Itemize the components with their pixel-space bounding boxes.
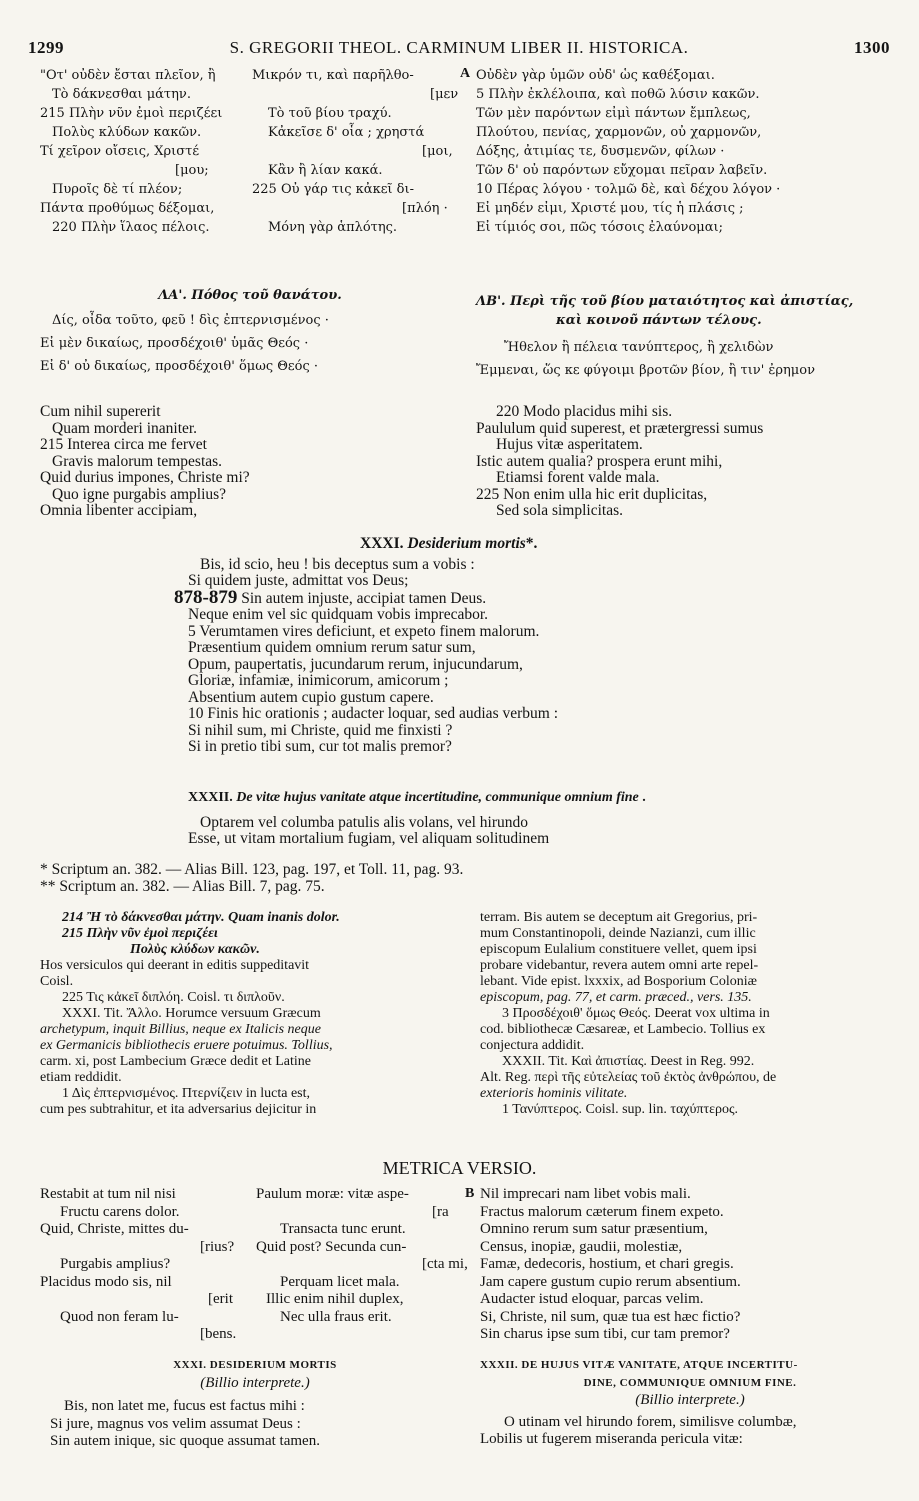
verse-line: Ἔμμεναι, ὥς κε φύγοιμι βροτῶν βίον, ἢ τιν' ἐρημον <box>476 363 815 378</box>
poem-title: ΛΒ'. Περὶ τῆς τοῦ βίου ματαιότητος καὶ ἀπιστίας, <box>476 294 854 309</box>
poem-title: XXXII. De vitæ hujus vanitate atque incertitudine, communique omnium fine . <box>188 790 646 805</box>
verse-line: Sin autem injuste, accipiat tamen Deus. <box>241 589 487 607</box>
verse-line: Purgabis amplius? <box>60 1256 171 1272</box>
verse-line: Τὸ τοῦ βίου τραχύ. <box>268 106 392 121</box>
verse-line: Nil imprecari nam libet vobis mali. <box>480 1186 691 1202</box>
notes-right <box>480 910 900 1118</box>
poem-title-text: De vitæ hujus vanitate atque incertitudine, communique omnium fine <box>236 790 639 805</box>
note-line: etiam reddidit. <box>40 1070 122 1085</box>
verse-line: Neque enim vel sic quidquam vobis imprecabor. <box>188 606 489 623</box>
latin-column-left <box>40 404 460 520</box>
poem-number: XXXII. <box>188 790 233 805</box>
verse-line: Bis, non latet me, fucus est factus mihi : <box>64 1398 305 1414</box>
note-line: episcopum Eulalium constituere vellet, quem ipsi <box>480 942 757 957</box>
verse-line: Optarem vel columba patulis alis volans, vel hirundo <box>200 813 529 831</box>
verse-line: Quid, Christe, mittes du- <box>40 1221 189 1237</box>
verse-line: Τῶν μὲν παρόντων εἰμὶ πάντων ἔμπλεως, <box>476 106 751 121</box>
verse-line: Hujus vitæ asperitatem. <box>496 436 643 453</box>
verse-line: Εἰ μὲν δικαίως, προσδέχοιθ' ὑμᾶς Θεός · <box>40 336 309 351</box>
verse-line: Bis, id scio, heu ! bis deceptus sum a vobis : <box>200 555 475 573</box>
note-line: probare videbantur, revera autem omni arte repel- <box>480 958 759 973</box>
verse-line: Quid post? Secunda cun- <box>256 1238 407 1255</box>
notes-left <box>40 910 470 1118</box>
verse-line: 215 Πλὴν νῦν ἐμοὶ περιζέει <box>40 106 223 121</box>
verse-line: O utinam vel hirundo forem, similisve columbæ, <box>504 1413 797 1430</box>
poem-subtitle: (Billio interprete.) <box>635 1392 745 1408</box>
verse-line: Si quidem juste, admittat vos Deus; <box>188 572 409 589</box>
latin-column-right <box>476 404 896 520</box>
verse-line: 10 Finis hic orationis ; audacter loquar, sed audias verbum : <box>188 705 559 722</box>
verse-line: Cum nihil supererit <box>40 403 161 420</box>
footnotes <box>40 862 900 895</box>
verse-line: Esse, ut vitam mortalium fugiam, vel aliquam solitudinem <box>188 830 550 847</box>
verse-line: Δόξης, ἀτιμίας τε, δυσμενῶν, φίλων · <box>476 144 725 159</box>
verse-line: Τί χεῖρον οἴσεις, Χριστέ <box>40 144 200 159</box>
verse-line: Ἤθελον ἢ πέλεια τανύπτερος, ἢ χελιδὼν <box>504 340 774 355</box>
note-line: archetypum, inquit Billius, neque ex Italicis neque <box>40 1022 321 1037</box>
note-line: cum pes subtrahitur, et ita adversarius dejicitur in <box>40 1102 317 1117</box>
verse-line: Opum, paupertatis, jucundarum rerum, injucundarum, <box>188 655 523 673</box>
metrica-column-3 <box>480 1186 900 1344</box>
verse-line: [πλόη · <box>402 201 448 216</box>
note-line: 3 Προσδέχοιθ' ὅμως Θεός. Deerat vox ultima in <box>502 1006 770 1021</box>
note-line: XXXII. Tit. Καὶ ἀπιστίας. Deest in Reg. 992. <box>502 1054 755 1069</box>
poem-title: ΛΑ'. Πόθος τοῦ θανάτου. <box>158 288 342 303</box>
note-line: XXXI. Tit. Ἄλλο. Horumce versuum Græcum <box>62 1006 321 1021</box>
verse-line: Paulum moræ: vitæ aspe- <box>256 1186 409 1202</box>
note-line: exterioris hominis vilitate. <box>480 1086 628 1101</box>
verse-line: Κἂν ἢ λίαν κακά. <box>268 163 383 178</box>
verse-line: [μοι, <box>422 144 453 159</box>
verse-line: Δίς, οἶδα τοῦτο, φεῦ ! δὶς ἐπτερνισμένος · <box>52 313 329 328</box>
note-line: carm. xi, post Lambecium Græce dedit et Latine <box>40 1054 311 1069</box>
verse-line: [μεν <box>430 87 459 102</box>
verse-line: Sin charus ipse sum tibi, cur tam premor? <box>480 1326 730 1342</box>
note-line: conjectura addidit. <box>480 1038 585 1053</box>
greek-column-3 <box>476 66 896 237</box>
verse-line: [cta mi, <box>422 1256 468 1272</box>
verse-line: Omnino rerum sum satur præsentium, <box>480 1221 708 1237</box>
note-line: lebant. Vide epist. lxxxix, ad Bosporium Coloniæ <box>480 974 757 989</box>
verse-line: 225 Οὐ γάρ τις κἀκεῖ δι- <box>252 182 414 197</box>
greek-poem-31 <box>40 286 460 376</box>
footnote: * Scriptum an. 382. — Alias Bill. 123, pag. 197, et Toll. 11, pag. 93. <box>40 861 464 878</box>
running-header <box>28 38 890 58</box>
poem-title-continued: καὶ κοινοῦ πάντων τέλους. <box>556 313 762 328</box>
verse-line: Famæ, dedecoris, hostium, et chari gregis. <box>480 1256 734 1272</box>
verse-line: Placidus modo sis, nil <box>40 1273 172 1290</box>
greek-column-2 <box>252 66 462 237</box>
note-line: 1 Δὶς ἐπτερνισμένος. Πτερνίζειν in lucta est, <box>62 1086 311 1101</box>
verse-line: Absentium autem cupio gustum capere. <box>188 688 434 706</box>
verse-line: Fractus malorum cæterum finem expeto. <box>480 1203 724 1220</box>
verse-line: Census, inopiæ, gaudii, molestiæ, <box>480 1238 683 1255</box>
poem-number: XXXI. <box>360 535 404 552</box>
note-line: Coisl. <box>40 974 74 989</box>
poem-title: XXXII. DE HUJUS VITÆ VANITATE, ATQUE INCERTITU- <box>480 1359 798 1371</box>
verse-line: Etiamsi forent valde mala. <box>496 469 660 486</box>
verse-line: Εἰ δ' οὐ δικαίως, προσδέχοιθ' ὅμως Θεός · <box>40 359 319 374</box>
verse-line: Εἰ τίμιός σοι, πῶς τόσοις ἐλαύνομαι; <box>476 220 723 235</box>
latin-poem-32 <box>40 790 900 848</box>
verse-line: Illic enim nihil duplex, <box>266 1291 404 1307</box>
greek-poem-32 <box>476 292 896 380</box>
note-line: cod. bibliothecæ Cæsareæ, et Lambecio. Tollius ex <box>480 1022 766 1037</box>
verse-line: Restabit at tum nil nisi <box>40 1186 176 1202</box>
column-marker-a: A <box>460 66 471 81</box>
verse-line: [rius? <box>200 1238 235 1255</box>
verse-line: Quod non feram lu- <box>60 1308 179 1325</box>
verse-line: 220 Modo placidus mihi sis. <box>496 403 673 420</box>
verse-line: Κἀκεῖσε δ' οἷα ; χρηστά <box>268 125 425 140</box>
metrica-poem-32 <box>480 1357 900 1449</box>
verse-line: Πλούτου, πενίας, χαρμονῶν, οὐ χαρμονῶν, <box>476 125 762 140</box>
poem-title: XXXI. Desiderium mortis*. <box>360 535 538 552</box>
verse-line: [μου; <box>175 163 209 178</box>
verse-line: Εἰ μηδέν εἰμι, Χριστέ μου, τίς ἡ πλάσις ; <box>476 201 744 216</box>
verse-line: 5 Πλὴν ἐκλέλοιπα, καὶ ποθῶ λύσιν κακῶν. <box>476 87 760 102</box>
verse-line: 220 Πλὴν ἵλαος πέλοις. <box>52 220 210 235</box>
column-marker-b: B <box>465 1186 475 1201</box>
note-line: Alt. Reg. περὶ τῆς εὐτελείας τοῦ ἐκτὸς ἀνθρώπου, de <box>480 1070 777 1085</box>
note-line: Hos versiculos qui deerant in editis suppeditavit <box>40 958 310 973</box>
verse-line: Quam morderi inaniter. <box>52 419 198 437</box>
note-line: ex Germanicis bibliothecis eruere potuimus. Tollius, <box>40 1038 333 1053</box>
verse-line: 225 Non enim ulla hic erit duplicitas, <box>476 485 708 503</box>
page-number-left: 1299 <box>28 38 64 57</box>
verse-line: Lobilis ut fugerem miseranda pericula vitæ: <box>480 1431 743 1447</box>
metrica-column-1 <box>40 1186 252 1344</box>
metrica-column-2 <box>256 1186 466 1326</box>
greek-column-1 <box>40 66 250 237</box>
verse-line: Omnia libenter accipiam, <box>40 502 198 519</box>
verse-line: Jam capere gustum cupio rerum absentium. <box>480 1273 741 1290</box>
verse-line: Si in pretio tibi sum, cur tot malis premor? <box>188 738 452 755</box>
column-marker: 878-879 <box>174 586 238 608</box>
poem-title-text: Desiderium mortis <box>407 535 526 552</box>
verse-line: Transacta tunc erunt. <box>280 1221 406 1237</box>
page-number-right: 1300 <box>854 38 890 57</box>
verse-line: "Οτ' οὐδὲν ἔσται πλεῖον, ἢ <box>40 68 216 83</box>
verse-line: 10 Πέρας λόγου · τολμῶ δὲ, καὶ δέχου λόγον · <box>476 182 781 197</box>
verse-line: 5 Verumtamen vires deficiunt, et expeto finem malorum. <box>188 622 540 640</box>
verse-line: Audacter istud eloquar, parcas velim. <box>480 1291 704 1307</box>
verse-line: [ra <box>432 1203 449 1220</box>
note-line: mum Constantinopoli, deinde Nazianzi, cum illic <box>480 926 756 941</box>
verse-line-with-marker <box>40 586 900 608</box>
verse-line: Nec ulla fraus erit. <box>280 1308 392 1325</box>
section-heading: METRICA VERSIO. <box>382 1158 537 1178</box>
note-line: 1 Τανύπτερος. Coisl. sup. lin. ταχύπτερος. <box>502 1102 739 1117</box>
note-line: 215 Πλὴν νῦν ἐμοὶ περιζέει <box>62 926 218 941</box>
verse-line: [erit <box>208 1291 233 1307</box>
verse-line: Fructu carens dolor. <box>60 1203 180 1220</box>
note-line: episcopum, pag. 77, et carm. præced., vers. 135. <box>480 990 752 1005</box>
note-line: Πολὺς κλύδων κακῶν. <box>130 942 260 957</box>
latin-poem-31 <box>40 536 900 756</box>
poem-title-continued: DINE, COMMUNIQUE OMNIUM FINE. <box>583 1376 797 1389</box>
verse-line: Πυροῖς δὲ τί πλέον; <box>52 182 183 197</box>
verse-line: 215 Interea circa me fervet <box>40 436 207 453</box>
verse-line: Τῶν δ' οὐ παρόντων εὔχομαι πεῖραν λαβεῖν. <box>476 163 768 178</box>
verse-line: Τὸ δάκνεσθαι μάτην. <box>52 87 191 102</box>
verse-line: Sin autem inique, sic quoque assumat tamen. <box>50 1433 320 1449</box>
verse-line: Quo igne purgabis amplius? <box>52 485 227 503</box>
note-line: 225 Τις κἀκεῖ διπλόη. Coisl. τι διπλοῦν. <box>62 990 285 1005</box>
verse-line: Gloriæ, infamiæ, inimicorum, amicorum ; <box>188 672 449 689</box>
verse-line: Gravis malorum tempestas. <box>52 452 223 470</box>
poem-subtitle: (Billio interprete.) <box>200 1374 310 1391</box>
verse-line: Istic autem qualia? prospera erunt mihi, <box>476 452 723 470</box>
verse-line: Paululum quid superest, et prætergressi sumus <box>476 419 764 437</box>
verse-line: Οὐδὲν γὰρ ὑμῶν οὐδ' ὡς καθέξομαι. <box>476 68 715 83</box>
verse-line: Si, Christe, nil sum, quæ tua est hæc fictio? <box>480 1308 741 1325</box>
note-line: 214 Ἢ τὸ δάκνεσθαι μάτην. Quam inanis dolor. <box>62 910 340 925</box>
verse-line: Quid durius impones, Christe mi? <box>40 469 250 486</box>
verse-line: Sed sola simplicitas. <box>496 502 624 519</box>
verse-line: Præsentium quidem omnium rerum satur sum, <box>188 639 476 656</box>
poem-title: XXXI. DESIDERIUM MORTIS <box>173 1359 337 1371</box>
verse-line: Perquam licet mala. <box>280 1273 400 1290</box>
verse-line: Μόνη γὰρ ἁπλότης. <box>268 220 398 235</box>
note-line: terram. Bis autem se deceptum ait Gregorius, pri- <box>480 910 758 925</box>
metrica-poem-31 <box>40 1357 470 1451</box>
footnote: ** Scriptum an. 382. — Alias Bill. 7, pag. 75. <box>40 877 325 895</box>
verse-line: Si jure, magnus vos velim assumat Deus : <box>50 1415 301 1432</box>
verse-line: Πάντα προθύμως δέξομαι, <box>40 201 215 216</box>
verse-line: [bens. <box>200 1326 237 1342</box>
page-title: S. GREGORII THEOL. CARMINUM LIBER II. HISTORICA. <box>229 38 689 57</box>
verse-line: Μικρόν τι, καὶ παρῆλθο- <box>252 68 414 83</box>
verse-line: Si nihil sum, mi Christe, quid me finxisti ? <box>188 721 453 739</box>
verse-line: Πολὺς κλύδων κακῶν. <box>52 125 202 140</box>
